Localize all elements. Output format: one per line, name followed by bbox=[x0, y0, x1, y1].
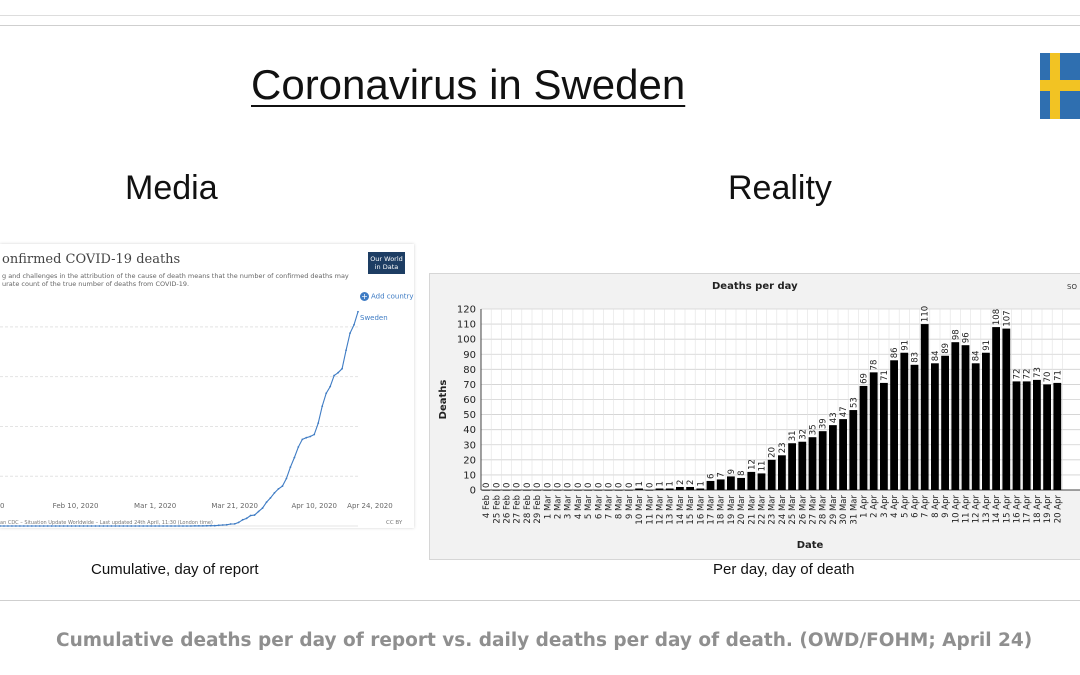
reality-y-tick-label: 50 bbox=[463, 410, 476, 422]
media-chart-source: an CDC – Situation Update Worldwide – Last updated 24th April, 11:30 (London time) bbox=[0, 520, 213, 526]
reality-bar bbox=[921, 324, 929, 490]
reality-bar-value-label: 0 bbox=[614, 482, 625, 488]
sweden-data-point bbox=[309, 436, 311, 438]
sweden-data-point bbox=[230, 523, 232, 525]
reality-bar-value-label: 2 bbox=[675, 479, 686, 485]
media-chart-title: onfirmed COVID-19 deaths bbox=[2, 252, 181, 267]
sweden-data-point bbox=[262, 507, 264, 509]
reality-bar bbox=[819, 431, 827, 490]
reality-bar bbox=[554, 490, 562, 491]
reality-bar bbox=[645, 490, 653, 491]
reality-x-tick-label: 10 Mar bbox=[635, 495, 646, 525]
reality-bar bbox=[635, 488, 643, 490]
reality-bar bbox=[492, 490, 500, 491]
reality-x-tick-label: 27 Feb bbox=[512, 495, 523, 524]
reality-bar bbox=[676, 487, 684, 490]
reality-bar bbox=[982, 353, 990, 490]
reality-x-tick-label: 2 Mar bbox=[553, 495, 564, 520]
reality-y-tick-label: 100 bbox=[456, 334, 476, 346]
reality-bar-value-label: 71 bbox=[1053, 370, 1064, 381]
reality-bar-value-label: 32 bbox=[798, 428, 809, 440]
reality-bar-value-label: 23 bbox=[777, 442, 788, 454]
reality-bar bbox=[880, 383, 888, 490]
reality-bar bbox=[839, 419, 847, 490]
sweden-data-point bbox=[226, 524, 228, 526]
reality-bar-value-label: 84 bbox=[930, 350, 941, 362]
reality-bar-value-label: 69 bbox=[859, 373, 870, 384]
sweden-data-point bbox=[238, 522, 240, 524]
reality-bar bbox=[584, 490, 592, 491]
sweden-data-point bbox=[297, 446, 299, 448]
reality-bar-value-label: 39 bbox=[818, 418, 829, 430]
sweden-data-point bbox=[337, 372, 339, 374]
reality-bar bbox=[992, 327, 1000, 490]
reality-bar-value-label: 72 bbox=[1022, 368, 1033, 380]
reality-x-tick-label: 31 Mar bbox=[849, 495, 860, 525]
reality-x-tick-label: 12 Mar bbox=[655, 495, 666, 525]
reality-bar-value-label: 72 bbox=[1012, 368, 1023, 380]
series-label-sweden: Sweden bbox=[360, 313, 388, 322]
reality-bar-value-label: 1 bbox=[665, 481, 676, 487]
reality-chart-title: Deaths per day bbox=[712, 281, 798, 292]
reality-x-tick-label: 3 Mar bbox=[563, 495, 574, 520]
reality-x-tick-label: 4 Mar bbox=[573, 495, 584, 520]
reality-x-tick-label: 18 Apr bbox=[1032, 495, 1043, 524]
reality-x-tick-label: 19 Apr bbox=[1043, 495, 1054, 524]
reality-x-tick-label: 10 Apr bbox=[951, 495, 962, 524]
reality-y-tick-label: 80 bbox=[463, 364, 476, 376]
reality-bar bbox=[564, 490, 572, 491]
reality-bar-value-label: 43 bbox=[828, 412, 839, 424]
reality-bar bbox=[972, 363, 980, 490]
reality-bar bbox=[1053, 383, 1061, 490]
reality-bar-value-label: 107 bbox=[1002, 310, 1013, 327]
media-x-tick-label: 0 bbox=[0, 502, 5, 510]
reality-x-tick-label: 11 Apr bbox=[961, 495, 972, 524]
reality-y-tick-label: 30 bbox=[463, 440, 476, 452]
sweden-data-point bbox=[333, 375, 335, 377]
reality-x-tick-label: 5 Mar bbox=[584, 495, 595, 520]
reality-y-axis-title: Deaths bbox=[438, 379, 449, 420]
sweden-data-point bbox=[234, 523, 236, 525]
reality-y-tick-label: 10 bbox=[463, 470, 476, 482]
reality-x-tick-label: 28 Feb bbox=[522, 495, 533, 524]
reality-bar-value-label: 6 bbox=[706, 473, 717, 479]
reality-bar bbox=[523, 490, 531, 491]
media-chart-license: CC BY bbox=[386, 520, 403, 526]
reality-bar-value-label: 0 bbox=[594, 482, 605, 488]
reality-x-tick-label: 18 Mar bbox=[716, 495, 727, 525]
sweden-data-point bbox=[293, 457, 295, 459]
reality-bar bbox=[717, 479, 725, 490]
reality-bar-value-label: 110 bbox=[920, 305, 931, 323]
reality-bar-value-label: 96 bbox=[961, 332, 972, 344]
sweden-data-point bbox=[349, 332, 351, 334]
media-x-tick-label: Feb 10, 2020 bbox=[52, 502, 99, 510]
sweden-data-point bbox=[353, 324, 355, 326]
reality-x-tick-label: 16 Mar bbox=[696, 495, 707, 525]
reality-bar-value-label: 108 bbox=[992, 308, 1003, 326]
reality-x-tick-label: 29 Feb bbox=[533, 495, 544, 524]
reality-bar bbox=[666, 488, 674, 490]
sweden-data-point bbox=[282, 485, 284, 487]
reality-x-tick-label: 9 Apr bbox=[941, 495, 952, 518]
reality-x-tick-label: 24 Mar bbox=[777, 495, 788, 525]
reality-bar bbox=[890, 360, 898, 490]
reality-bar bbox=[758, 473, 766, 490]
reality-x-tick-label: 20 Mar bbox=[737, 495, 748, 525]
reality-bar-value-label: 73 bbox=[1032, 367, 1043, 378]
media-x-tick-label: Mar 21, 2020 bbox=[211, 502, 258, 510]
reality-bar-value-label: 70 bbox=[1043, 371, 1054, 383]
reality-bar bbox=[870, 372, 878, 490]
sweden-data-point bbox=[250, 515, 252, 517]
sweden-data-point bbox=[286, 478, 288, 480]
reality-bar-value-label: 0 bbox=[512, 482, 523, 488]
swedish-flag-icon bbox=[1040, 53, 1080, 119]
reality-bar-value-label: 0 bbox=[502, 482, 513, 488]
reality-bar-value-label: 86 bbox=[890, 347, 901, 359]
reality-bar-value-label: 1 bbox=[635, 481, 646, 487]
reality-bar-value-label: 11 bbox=[757, 460, 768, 472]
reality-bar bbox=[533, 490, 541, 491]
reality-bar-value-label: 84 bbox=[971, 350, 982, 362]
reality-bar-value-label: 35 bbox=[808, 424, 819, 436]
sweden-data-point bbox=[301, 438, 303, 440]
reality-x-tick-label: 8 Apr bbox=[930, 495, 941, 518]
reality-bar bbox=[503, 490, 511, 491]
reality-x-tick-label: 21 Mar bbox=[747, 495, 758, 525]
top-rule bbox=[0, 15, 1080, 16]
reality-bar bbox=[931, 363, 939, 490]
reality-chart-panel bbox=[429, 273, 1080, 560]
reality-x-tick-label: 29 Mar bbox=[828, 495, 839, 525]
bottom-caption: Cumulative deaths per day of report vs. daily deaths per day of death. (OWD/FOHM; April 24) bbox=[56, 630, 1033, 651]
reality-x-tick-label: 15 Mar bbox=[686, 495, 697, 525]
reality-y-tick-label: 0 bbox=[469, 485, 476, 497]
reality-bar-value-label: 0 bbox=[563, 482, 574, 488]
reality-bar bbox=[737, 478, 745, 490]
sweden-data-point bbox=[317, 422, 319, 424]
sweden-data-point bbox=[242, 519, 244, 521]
reality-bar bbox=[696, 488, 704, 490]
reality-y-tick-label: 110 bbox=[456, 319, 476, 331]
reality-bar-value-label: 0 bbox=[604, 482, 615, 488]
reality-bar-value-label: 2 bbox=[686, 479, 697, 485]
sweden-data-point bbox=[218, 524, 220, 526]
sweden-data-point bbox=[325, 392, 327, 394]
sweden-data-point bbox=[289, 466, 291, 468]
reality-bar bbox=[656, 488, 664, 490]
reality-x-tick-label: 25 Feb bbox=[492, 495, 503, 524]
reality-bar-value-label: 31 bbox=[788, 430, 799, 442]
media-chart-subtitle-line-2: urate count of the true number of deaths from COVID-19. bbox=[2, 280, 190, 288]
media-caption: Cumulative, day of report bbox=[91, 561, 259, 578]
reality-x-tick-label: 9 Mar bbox=[624, 495, 635, 520]
reality-bar-value-label: 9 bbox=[726, 469, 737, 475]
reality-x-tick-label: 16 Apr bbox=[1012, 495, 1023, 524]
slide-title: Coronavirus in Sweden bbox=[251, 61, 686, 108]
reality-x-tick-label: 14 Apr bbox=[992, 495, 1003, 524]
reality-bar bbox=[1043, 384, 1051, 490]
reality-caption: Per day, day of death bbox=[713, 561, 855, 578]
reality-bar bbox=[778, 455, 786, 490]
reality-bar bbox=[900, 353, 908, 490]
reality-chart-corner-text: SO bbox=[1067, 283, 1077, 291]
reality-x-tick-label: 14 Mar bbox=[675, 495, 686, 525]
reality-bar bbox=[911, 365, 919, 490]
sweden-data-point bbox=[341, 368, 343, 370]
reality-bar bbox=[788, 443, 796, 490]
reality-bar bbox=[605, 490, 613, 491]
sweden-data-point bbox=[266, 501, 268, 503]
logo-line-1: Our World bbox=[370, 255, 403, 263]
reality-bar bbox=[860, 386, 868, 490]
reality-bar bbox=[594, 490, 602, 491]
reality-x-tick-label: 20 Apr bbox=[1053, 495, 1064, 524]
reality-x-tick-label: 6 Apr bbox=[910, 495, 921, 518]
media-chart-panel bbox=[0, 244, 414, 528]
reality-bar bbox=[543, 490, 551, 491]
sweden-data-point bbox=[357, 311, 359, 313]
reality-bar bbox=[798, 442, 806, 490]
reality-bar-value-label: 0 bbox=[522, 482, 533, 488]
flag-cross-horizontal bbox=[1040, 80, 1080, 91]
reality-bar bbox=[574, 490, 582, 491]
reality-x-tick-label: 25 Mar bbox=[788, 495, 799, 525]
reality-x-tick-label: 7 Mar bbox=[604, 495, 615, 520]
reality-x-tick-label: 28 Mar bbox=[818, 495, 829, 525]
reality-x-tick-label: 15 Apr bbox=[1002, 495, 1013, 524]
reality-x-tick-label: 4 Apr bbox=[890, 495, 901, 518]
reality-bar bbox=[513, 490, 521, 491]
reality-bar-value-label: 0 bbox=[533, 482, 544, 488]
reality-x-tick-label: 17 Apr bbox=[1022, 495, 1033, 524]
sweden-data-point bbox=[329, 386, 331, 388]
plus-icon: + bbox=[361, 292, 368, 301]
reality-bar bbox=[951, 342, 959, 490]
reality-bar bbox=[962, 345, 970, 490]
reality-x-tick-label: 1 Apr bbox=[859, 495, 870, 518]
reality-bar-value-label: 47 bbox=[839, 406, 850, 418]
reality-bar-value-label: 0 bbox=[543, 482, 554, 488]
reality-bar-value-label: 1 bbox=[655, 481, 666, 487]
reality-bar bbox=[482, 490, 490, 491]
reality-x-tick-label: 13 Mar bbox=[665, 495, 676, 525]
reality-bar bbox=[809, 437, 817, 490]
reality-bar bbox=[625, 490, 633, 491]
media-x-tick-label: Apr 24, 2020 bbox=[347, 502, 393, 510]
sweden-data-point bbox=[278, 488, 280, 490]
reality-bar-value-label: 83 bbox=[910, 351, 921, 363]
reality-y-tick-label: 90 bbox=[463, 349, 476, 361]
reality-x-tick-label: 17 Mar bbox=[706, 495, 717, 525]
logo-line-2: in Data bbox=[374, 263, 399, 271]
reality-bar-value-label: 0 bbox=[482, 482, 493, 488]
reality-bar-value-label: 0 bbox=[492, 482, 503, 488]
media-chart-subtitle-line-1: g and challenges in the attribution of the cause of death means that the number of confirmed deaths may bbox=[2, 272, 349, 280]
reality-x-tick-label: 22 Mar bbox=[757, 495, 768, 525]
slide-frame bbox=[0, 25, 1080, 601]
reality-bar-value-label: 98 bbox=[951, 329, 962, 341]
sweden-data-point bbox=[313, 434, 315, 436]
reality-bar bbox=[615, 490, 623, 491]
media-line-chart bbox=[0, 244, 414, 528]
reality-x-tick-label: 19 Mar bbox=[726, 495, 737, 525]
sweden-data-point bbox=[222, 524, 224, 526]
reality-x-tick-label: 23 Mar bbox=[767, 495, 778, 525]
sweden-data-point bbox=[254, 514, 256, 516]
add-country-label: Add country bbox=[371, 292, 414, 301]
reality-bar-value-label: 12 bbox=[747, 459, 758, 470]
sweden-data-point bbox=[321, 405, 323, 407]
reality-bar-value-label: 71 bbox=[879, 370, 890, 381]
reality-x-axis-title: Date bbox=[796, 540, 824, 551]
sweden-data-point bbox=[274, 492, 276, 494]
reality-bar bbox=[941, 356, 949, 490]
reality-bar-value-label: 0 bbox=[645, 482, 656, 488]
reality-x-tick-label: 12 Apr bbox=[971, 495, 982, 524]
media-x-tick-label: Apr 10, 2020 bbox=[291, 502, 338, 510]
reality-x-tick-label: 8 Mar bbox=[614, 495, 625, 520]
reality-y-tick-label: 20 bbox=[463, 455, 476, 467]
reality-y-tick-label: 120 bbox=[456, 304, 476, 316]
sweden-data-point bbox=[258, 511, 260, 513]
reality-bar-value-label: 0 bbox=[553, 482, 564, 488]
reality-x-tick-label: 6 Mar bbox=[594, 495, 605, 520]
reality-y-tick-label: 60 bbox=[463, 395, 476, 406]
media-heading: Media bbox=[125, 169, 218, 207]
sweden-data-point bbox=[214, 525, 216, 527]
reality-bar-chart bbox=[430, 274, 1080, 559]
sweden-data-point bbox=[270, 497, 272, 499]
reality-y-tick-label: 70 bbox=[463, 379, 476, 391]
sweden-data-point bbox=[305, 437, 307, 439]
reality-bar bbox=[1023, 381, 1031, 490]
reality-bar-value-label: 0 bbox=[584, 482, 595, 488]
reality-x-tick-label: 2 Apr bbox=[869, 495, 880, 518]
reality-bar bbox=[686, 487, 694, 490]
reality-bar-value-label: 89 bbox=[941, 342, 952, 354]
reality-x-tick-label: 13 Apr bbox=[981, 495, 992, 524]
reality-bar-value-label: 53 bbox=[849, 397, 860, 409]
reality-bar-value-label: 91 bbox=[981, 339, 992, 351]
reality-bar-value-label: 91 bbox=[900, 339, 911, 351]
reality-bar bbox=[829, 425, 837, 490]
media-x-tick-label: Mar 1, 2020 bbox=[134, 502, 177, 510]
reality-bar bbox=[1033, 380, 1041, 490]
reality-bar-value-label: 0 bbox=[624, 482, 635, 488]
reality-bar bbox=[1013, 381, 1021, 490]
reality-bar bbox=[707, 481, 715, 490]
reality-bar-value-label: 0 bbox=[573, 482, 584, 488]
reality-x-tick-label: 5 Apr bbox=[900, 495, 911, 518]
reality-x-tick-label: 4 Feb bbox=[482, 495, 493, 519]
reality-x-tick-label: 7 Apr bbox=[920, 495, 931, 518]
sweden-data-point bbox=[345, 349, 347, 351]
reality-heading: Reality bbox=[728, 169, 832, 207]
reality-bar bbox=[747, 472, 755, 490]
reality-bar-value-label: 1 bbox=[696, 481, 707, 487]
reality-bar bbox=[727, 476, 735, 490]
reality-bar-value-label: 20 bbox=[767, 447, 778, 458]
reality-x-tick-label: 11 Mar bbox=[645, 495, 656, 525]
reality-bar-value-label: 8 bbox=[737, 470, 748, 476]
reality-bar-value-label: 7 bbox=[716, 472, 727, 478]
reality-x-tick-label: 3 Apr bbox=[879, 495, 890, 518]
sweden-series-line bbox=[0, 312, 358, 526]
reality-y-tick-label: 40 bbox=[463, 425, 476, 437]
reality-x-tick-label: 27 Mar bbox=[808, 495, 819, 525]
reality-bar-value-label: 78 bbox=[869, 359, 880, 371]
reality-x-tick-label: 1 Mar bbox=[543, 495, 554, 520]
reality-x-tick-label: 30 Mar bbox=[839, 495, 850, 525]
reality-x-tick-label: 26 Feb bbox=[502, 495, 513, 524]
reality-bar bbox=[1002, 329, 1010, 490]
sweden-data-point bbox=[246, 517, 248, 519]
reality-bar bbox=[768, 460, 776, 490]
reality-x-tick-label: 26 Mar bbox=[798, 495, 809, 525]
reality-bar bbox=[849, 410, 857, 490]
